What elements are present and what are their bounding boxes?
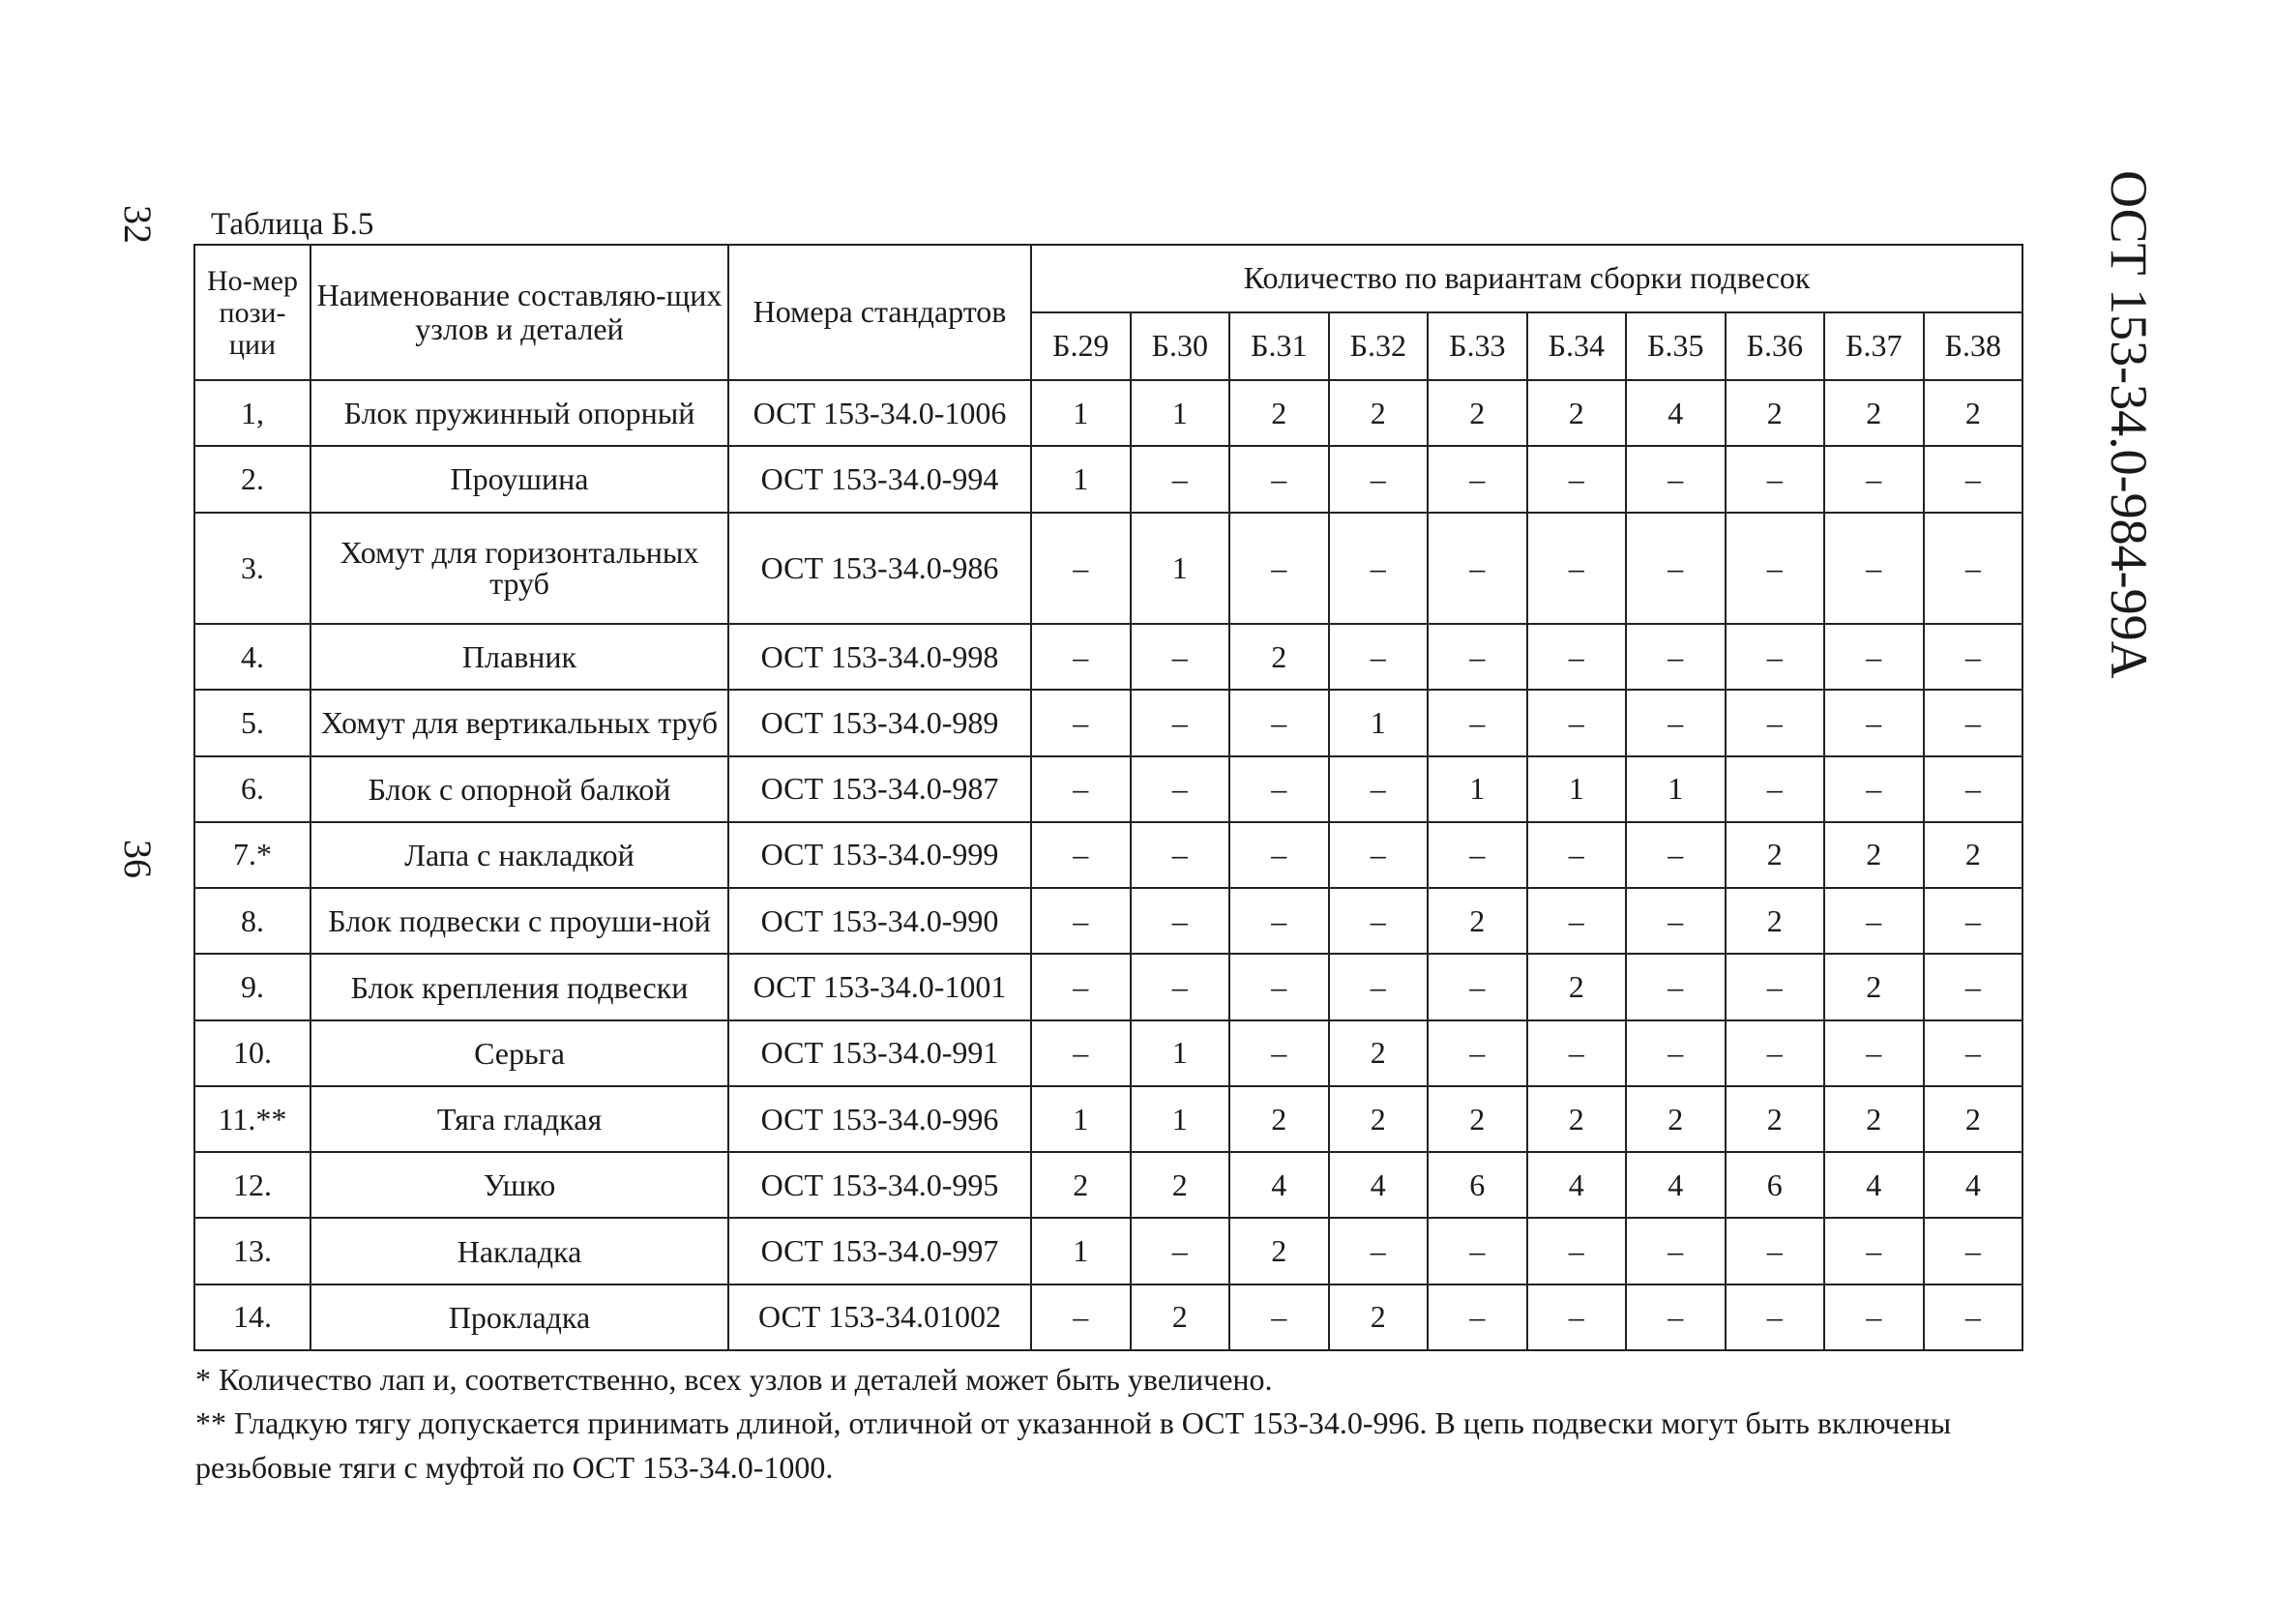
quantity-cell: – (1031, 756, 1131, 822)
quantity-cell: – (1229, 888, 1329, 954)
quantity-cell: – (1131, 1218, 1230, 1284)
header-quantity-group: Количество по вариантам сборки подвесок (1031, 245, 2022, 312)
header-name: Наименование составляю-щих узлов и деталей (310, 245, 728, 380)
quantity-cell: – (1824, 1284, 1924, 1350)
quantity-cell: 1 (1626, 756, 1726, 822)
quantity-cell: 4 (1229, 1152, 1329, 1218)
quantity-cell: – (1726, 1284, 1825, 1350)
row-number: 12. (194, 1152, 310, 1218)
header-variant: Б.32 (1329, 312, 1429, 380)
quantity-cell: – (1131, 446, 1230, 512)
header-variant: Б.37 (1824, 312, 1924, 380)
quantity-cell: 4 (1527, 1152, 1627, 1218)
quantity-cell: – (1428, 954, 1527, 1019)
row-standard: ОСТ 153-34.0-997 (728, 1218, 1031, 1284)
quantity-cell: 1 (1131, 380, 1230, 446)
quantity-cell: – (1031, 1284, 1131, 1350)
quantity-cell: – (1924, 624, 2023, 690)
header-variant: Б.31 (1229, 312, 1329, 380)
quantity-cell: – (1824, 888, 1924, 954)
quantity-cell: 2 (1824, 954, 1924, 1019)
quantity-cell: – (1626, 624, 1726, 690)
header-variant: Б.29 (1031, 312, 1131, 380)
row-number: 7.* (194, 822, 310, 888)
quantity-cell: – (1924, 1218, 2023, 1284)
quantity-cell: – (1527, 1284, 1627, 1350)
row-name: Блок пружинный опорный (310, 380, 728, 446)
quantity-cell: 1 (1131, 513, 1230, 625)
quantity-cell: – (1626, 1020, 1726, 1086)
quantity-cell: – (1031, 822, 1131, 888)
row-standard: ОСТ 153-34.0-995 (728, 1152, 1031, 1218)
quantity-cell: – (1428, 822, 1527, 888)
quantity-cell: – (1924, 446, 2023, 512)
quantity-cell: – (1031, 888, 1131, 954)
quantity-cell: 1 (1031, 1086, 1131, 1152)
quantity-cell: 2 (1329, 380, 1429, 446)
quantity-cell: – (1131, 822, 1230, 888)
quantity-cell: 2 (1527, 954, 1627, 1019)
row-name: Тяга гладкая (310, 1086, 728, 1152)
quantity-cell: – (1428, 1284, 1527, 1350)
quantity-cell: – (1329, 513, 1429, 625)
header-variant: Б.30 (1131, 312, 1230, 380)
quantity-cell: – (1131, 888, 1230, 954)
quantity-cell: – (1428, 1218, 1527, 1284)
quantity-cell: 2 (1726, 1086, 1825, 1152)
quantity-cell: 2 (1726, 888, 1825, 954)
row-standard: ОСТ 153-34.0-989 (728, 690, 1031, 755)
quantity-cell: 2 (1924, 1086, 2023, 1152)
quantity-cell: – (1626, 446, 1726, 512)
quantity-cell: – (1527, 1020, 1627, 1086)
quantity-cell: – (1726, 1020, 1825, 1086)
row-standard: ОСТ 153-34.0-1001 (728, 954, 1031, 1019)
quantity-cell: – (1626, 1284, 1726, 1350)
quantity-cell: – (1229, 446, 1329, 512)
quantity-cell: – (1824, 756, 1924, 822)
quantity-cell: – (1924, 756, 2023, 822)
quantity-cell: – (1626, 513, 1726, 625)
quantity-cell: – (1131, 624, 1230, 690)
row-name: Плавник (310, 624, 728, 690)
row-number: 5. (194, 690, 310, 755)
quantity-cell: – (1229, 756, 1329, 822)
quantity-cell: – (1924, 954, 2023, 1019)
row-name: Блок с опорной балкой (310, 756, 728, 822)
quantity-cell: – (1131, 690, 1230, 755)
quantity-cell: – (1726, 756, 1825, 822)
row-number: 14. (194, 1284, 310, 1350)
quantity-cell: 1 (1031, 1218, 1131, 1284)
row-name: Лапа с накладкой (310, 822, 728, 888)
quantity-cell: 1 (1428, 756, 1527, 822)
quantity-cell: – (1626, 690, 1726, 755)
quantity-cell: – (1527, 822, 1627, 888)
table-row (194, 1284, 2022, 1350)
quantity-cell: 4 (1626, 1152, 1726, 1218)
row-number: 10. (194, 1020, 310, 1086)
quantity-cell: 1 (1131, 1020, 1230, 1086)
quantity-cell: 2 (1428, 380, 1527, 446)
row-standard: ОСТ 153-34.01002 (728, 1284, 1031, 1350)
quantity-cell: 2 (1626, 1086, 1726, 1152)
quantity-cell: 2 (1229, 1086, 1329, 1152)
table-row (194, 954, 2022, 1019)
quantity-cell: 1 (1131, 1086, 1230, 1152)
table-row (194, 624, 2022, 690)
quantity-cell: 4 (1626, 380, 1726, 446)
row-number: 8. (194, 888, 310, 954)
row-number: 13. (194, 1218, 310, 1284)
footnotes (195, 1358, 2081, 1490)
quantity-cell: – (1824, 1218, 1924, 1284)
row-name: Блок крепления подвески (310, 954, 728, 1019)
footnote-2: ** Гладкую тягу допускается принимать длиной, отличной от указанной в ОСТ 153-34.0-996. В цепь подвески могут быть включены резьбовые тяги с муфтой по ОСТ 153-34.0-1000. (195, 1405, 1952, 1485)
header-variant: Б.33 (1428, 312, 1527, 380)
quantity-cell: – (1527, 624, 1627, 690)
quantity-cell: – (1924, 1020, 2023, 1086)
quantity-cell: – (1726, 624, 1825, 690)
quantity-cell: 2 (1131, 1152, 1230, 1218)
row-name: Хомут для вертикальных труб (310, 690, 728, 755)
document-code: ОСТ 153-34.0-984-99А (2100, 170, 2158, 679)
quantity-cell: 2 (1031, 1152, 1131, 1218)
quantity-cell: 2 (1329, 1284, 1429, 1350)
row-standard: ОСТ 153-34.0-1006 (728, 380, 1031, 446)
quantity-cell: 2 (1329, 1020, 1429, 1086)
quantity-cell: – (1527, 513, 1627, 625)
quantity-cell: – (1527, 690, 1627, 755)
row-name: Ушко (310, 1152, 728, 1218)
quantity-cell: – (1229, 513, 1329, 625)
quantity-cell: – (1329, 888, 1429, 954)
quantity-cell: – (1229, 690, 1329, 755)
table-row (194, 446, 2022, 512)
header-position: Но-мер пози-ции (194, 245, 310, 380)
quantity-cell: – (1824, 513, 1924, 625)
table-row (194, 1020, 2022, 1086)
quantity-cell: 2 (1726, 380, 1825, 446)
quantity-cell: 2 (1924, 822, 2023, 888)
quantity-cell: – (1726, 513, 1825, 625)
row-standard: ОСТ 153-34.0-994 (728, 446, 1031, 512)
quantity-cell: – (1329, 954, 1429, 1019)
quantity-cell: – (1329, 446, 1429, 512)
quantity-cell: – (1924, 888, 2023, 954)
row-number: 4. (194, 624, 310, 690)
quantity-cell: – (1031, 690, 1131, 755)
quantity-cell: 2 (1824, 822, 1924, 888)
quantity-cell: – (1329, 822, 1429, 888)
quantity-cell: 1 (1031, 446, 1131, 512)
table-row (194, 756, 2022, 822)
quantity-cell: 2 (1131, 1284, 1230, 1350)
quantity-cell: – (1031, 1020, 1131, 1086)
quantity-cell: – (1924, 690, 2023, 755)
quantity-cell: 6 (1428, 1152, 1527, 1218)
quantity-cell: – (1824, 690, 1924, 755)
row-name: Блок подвески с проуши-ной (310, 888, 728, 954)
quantity-cell: – (1824, 624, 1924, 690)
quantity-cell: 2 (1428, 888, 1527, 954)
quantity-cell: – (1527, 888, 1627, 954)
table-row (194, 513, 2022, 625)
quantity-cell: 6 (1726, 1152, 1825, 1218)
quantity-cell: – (1428, 1020, 1527, 1086)
quantity-cell: – (1726, 1218, 1825, 1284)
row-name: Серьга (310, 1020, 728, 1086)
quantity-cell: – (1031, 624, 1131, 690)
quantity-cell: – (1229, 822, 1329, 888)
quantity-cell: – (1329, 1218, 1429, 1284)
header-variant: Б.34 (1527, 312, 1627, 380)
quantity-cell: 2 (1824, 1086, 1924, 1152)
quantity-cell: – (1229, 1284, 1329, 1350)
quantity-cell: – (1726, 446, 1825, 512)
quantity-cell: – (1626, 954, 1726, 1019)
row-name: Проушина (310, 446, 728, 512)
quantity-cell: – (1031, 954, 1131, 1019)
row-number: 2. (194, 446, 310, 512)
footnote-1: * Количество лап и, соответственно, всех узлов и деталей может быть увеличено. (195, 1362, 1273, 1397)
quantity-cell: 2 (1726, 822, 1825, 888)
quantity-cell: 2 (1229, 1218, 1329, 1284)
quantity-cell: – (1626, 822, 1726, 888)
quantity-cell: 1 (1031, 380, 1131, 446)
quantity-cell: 2 (1924, 380, 2023, 446)
row-standard: ОСТ 153-34.0-998 (728, 624, 1031, 690)
row-name: Прокладка (310, 1284, 728, 1350)
quantity-cell: 2 (1527, 380, 1627, 446)
page-number-left-middle: 36 (116, 840, 160, 878)
row-number: 11.** (194, 1086, 310, 1152)
quantity-cell: – (1527, 446, 1627, 512)
quantity-cell: – (1131, 756, 1230, 822)
quantity-cell: 4 (1329, 1152, 1429, 1218)
quantity-cell: – (1428, 513, 1527, 625)
row-number: 9. (194, 954, 310, 1019)
quantity-cell: – (1428, 446, 1527, 512)
row-number: 1, (194, 380, 310, 446)
parts-table (193, 244, 2023, 1351)
quantity-cell: – (1229, 1020, 1329, 1086)
quantity-cell: 2 (1229, 624, 1329, 690)
table-caption: Таблица Б.5 (211, 207, 374, 242)
quantity-cell: – (1824, 1020, 1924, 1086)
quantity-cell: 2 (1824, 380, 1924, 446)
header-variant: Б.35 (1626, 312, 1726, 380)
table-row (194, 888, 2022, 954)
row-number: 6. (194, 756, 310, 822)
quantity-cell: – (1626, 1218, 1726, 1284)
table-row (194, 1218, 2022, 1284)
table-row (194, 690, 2022, 755)
quantity-cell: – (1924, 1284, 2023, 1350)
header-variant: Б.36 (1726, 312, 1825, 380)
quantity-cell: 2 (1527, 1086, 1627, 1152)
quantity-cell: 2 (1428, 1086, 1527, 1152)
quantity-cell: – (1824, 446, 1924, 512)
quantity-cell: – (1229, 954, 1329, 1019)
quantity-cell: 2 (1229, 380, 1329, 446)
quantity-cell: 1 (1329, 690, 1429, 755)
row-name: Накладка (310, 1218, 728, 1284)
quantity-cell: – (1329, 756, 1429, 822)
page-number-left-top: 32 (116, 205, 160, 244)
quantity-cell: – (1626, 888, 1726, 954)
table-row (194, 1152, 2022, 1218)
quantity-cell: – (1428, 624, 1527, 690)
header-variant: Б.38 (1924, 312, 2023, 380)
row-standard: ОСТ 153-34.0-990 (728, 888, 1031, 954)
quantity-cell: – (1428, 690, 1527, 755)
quantity-cell: 2 (1329, 1086, 1429, 1152)
row-standard: ОСТ 153-34.0-996 (728, 1086, 1031, 1152)
row-name: Хомут для горизонтальных труб (310, 513, 728, 625)
table-row (194, 380, 2022, 446)
quantity-cell: – (1131, 954, 1230, 1019)
quantity-cell: – (1726, 690, 1825, 755)
quantity-cell: – (1329, 624, 1429, 690)
row-standard: ОСТ 153-34.0-986 (728, 513, 1031, 625)
header-standard: Номера стандартов (728, 245, 1031, 380)
quantity-cell: 4 (1824, 1152, 1924, 1218)
quantity-cell: – (1726, 954, 1825, 1019)
quantity-cell: – (1527, 1218, 1627, 1284)
table-row (194, 822, 2022, 888)
row-standard: ОСТ 153-34.0-987 (728, 756, 1031, 822)
quantity-cell: 1 (1527, 756, 1627, 822)
quantity-cell: 4 (1924, 1152, 2023, 1218)
row-standard: ОСТ 153-34.0-991 (728, 1020, 1031, 1086)
row-number: 3. (194, 513, 310, 625)
quantity-cell: – (1924, 513, 2023, 625)
row-standard: ОСТ 153-34.0-999 (728, 822, 1031, 888)
quantity-cell: – (1031, 513, 1131, 625)
table-row (194, 1086, 2022, 1152)
